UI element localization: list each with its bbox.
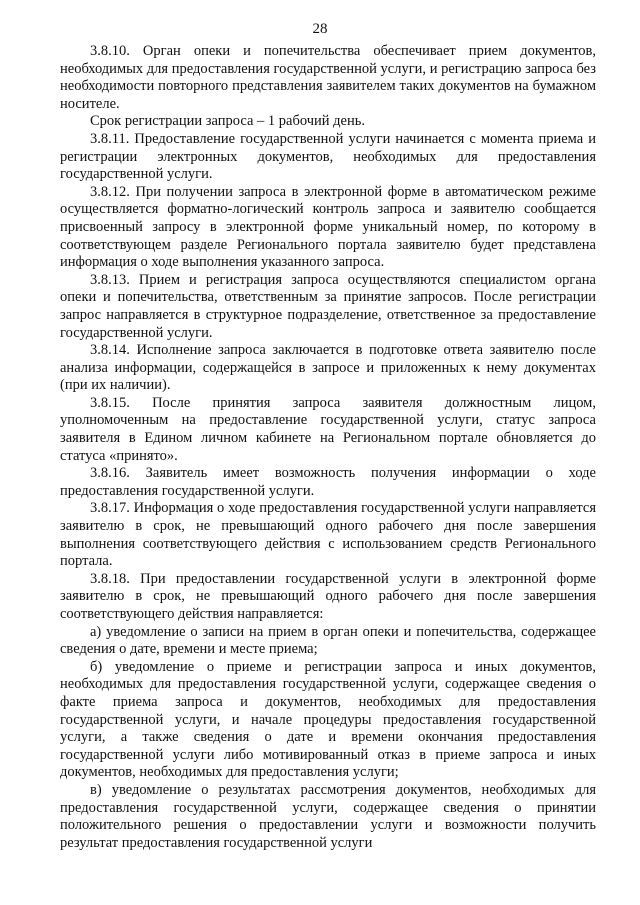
- paragraph-3-8-11: 3.8.11. Предоставление государственной услуги начинается с момента приема и регистрации электронных документов, необходимых для предоставления государственной услуги.: [60, 130, 596, 183]
- document-body: [60, 43, 596, 852]
- paragraph-3-8-18: 3.8.18. При предоставлении государственной услуги в электронной форме заявителю в срок, не превышающий одного рабочего дня после завершения соответствующего действия направляется:: [60, 570, 596, 622]
- paragraph-3-8-12: 3.8.12. При получении запроса в электронной форме в автоматическом режиме осуществляется форматно-логический контроль запроса и заявителю сообщается присвоенный запросу в электронной форме уникальный номер, по которому в соответствующем разделе Регионального портала заявителю будет представлена информация о ходе выполнения указанного запроса.: [60, 183, 596, 271]
- paragraph-3-8-15: 3.8.15. После принятия запроса заявителя должностным лицом, уполномоченным на предоставление государственной услуги, статус запроса заявителя в Едином личном кабинете на Региональном портале обновляется до статуса «принято».: [60, 394, 596, 464]
- paragraph-3-8-13: 3.8.13. Прием и регистрация запроса осуществляются специалистом органа опеки и попечительства, ответственным за принятие запросов. После регистрации запрос направляется в структурное подразделение, ответственное за предоставление государственной услуги.: [60, 271, 596, 341]
- paragraph-3-8-17: 3.8.17. Информация о ходе предоставления государственной услуги направляется заявителю в срок, не превышающий одного рабочего дня после завершения выполнения соответствующего действия с использованием средств Регионального портала.: [60, 500, 596, 570]
- list-item-a: а) уведомление о записи на прием в орган опеки и попечительства, содержащее сведения о дате, времени и месте приема;: [60, 623, 596, 658]
- paragraph-3-8-14: 3.8.14. Исполнение запроса заключается в подготовке ответа заявителю после анализа информации, содержащейся в запросе и приложенных к нему документах (при их наличии).: [60, 342, 596, 394]
- list-item-b: б) уведомление о приеме и регистрации запроса и иных документов, необходимых для предоставления государственной услуги, содержащее сведения о факте приема запроса и документов, необходимых для предоставления государственной услуги, и начале процедуры предоставления государственной услуги, а также сведения о дате и времени окончания предоставления государственной услуги либо мотивированный отказ в приеме запроса и иных документов, необходимых для предоставления услуги;: [60, 658, 596, 781]
- page-number: 28: [312, 21, 328, 37]
- paragraph-registration-term: Срок регистрации запроса – 1 рабочий день.: [90, 113, 365, 130]
- list-item-v: в) уведомление о результатах рассмотрения документов, необходимых для предоставления государственной услуги, содержащее сведения о принятии положительного решения о предоставлении услуги и возможности получить результат предоставления государственной услуги: [60, 781, 596, 851]
- paragraph-3-8-10: 3.8.10. Орган опеки и попечительства обеспечивает прием документов, необходимых для предоставления государственной услуги, и регистрацию запроса без необходимости повторного представления заявителем таких документов на бумажном носителе.: [60, 43, 596, 112]
- paragraph-3-8-16: 3.8.16. Заявитель имеет возможность получения информации о ходе предоставления государственной услуги.: [60, 465, 596, 499]
